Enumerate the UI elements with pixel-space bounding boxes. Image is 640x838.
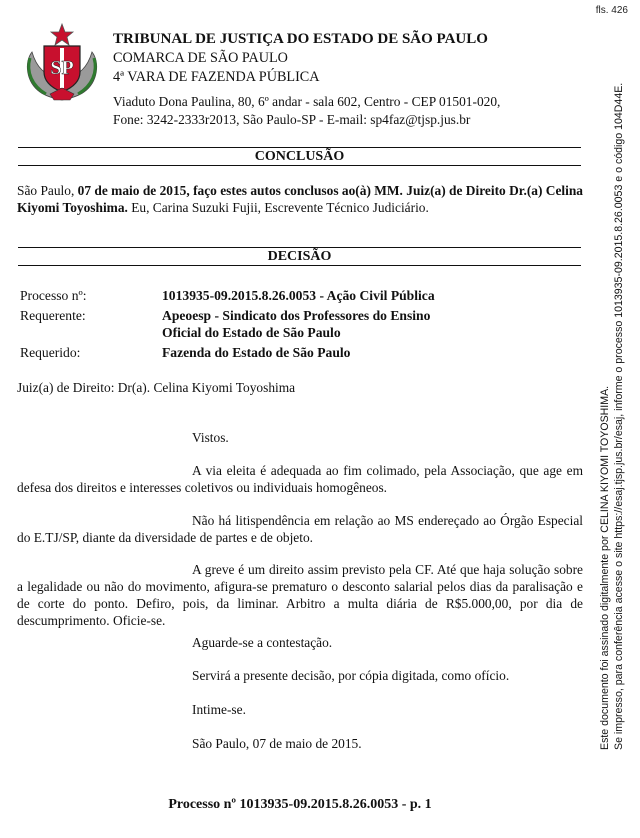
paragraph-litispendencia: Não há litispendência em relação ao MS endereçado ao Órgão Especial do E.TJ/SP, diante da diversidade de partes e de objeto.	[17, 513, 583, 545]
field-label: Requerente:	[20, 308, 86, 323]
paragraph-greve: A greve é um direito assim previsto pela CF. Até que haja solução sobre a legalidade ou não do movimento, afigura-se prematuro o desconto salarial pelos dias da paralisação e de corte do ponto. Defiro, pois, da liminar. Arbitro a multa diária de R$5.000,00, por dia de descumprimento. Oficie-se.	[17, 562, 583, 628]
conclusao-bold: 07 de maio de 2015, faço estes autos conclusos ao(à) MM. Juiz(a) de Direito Dr.(a) Celina Kiyomi Toyoshima.	[17, 183, 583, 215]
field-row-requerente	[20, 307, 562, 341]
field-value: 1013935-09.2015.8.26.0053 - Ação Civil Pública	[162, 288, 435, 303]
court-address: Viaduto Dona Paulina, 80, 6º andar - sala 602, Centro - CEP 01501-020,	[113, 94, 501, 109]
digital-signature-note	[598, 30, 626, 750]
logo-text: SP	[50, 57, 74, 79]
paragraph-contestacao: Aguarde-se a contestação.	[192, 635, 333, 650]
court-contact: Fone: 3242-2333r2013, São Paulo-SP - E-mail: sp4faz@tjsp.jus.br	[113, 112, 471, 127]
field-label: Processo nº:	[20, 288, 87, 303]
court-header	[113, 30, 500, 129]
process-fields	[20, 287, 562, 364]
conclusao-text	[17, 182, 583, 216]
field-row-processo	[20, 287, 562, 304]
field-row-requerido	[20, 344, 562, 361]
paragraph-vistos: Vistos.	[192, 430, 229, 445]
signature-line-2: Se impresso, para conferência acesse o site https://esaj.tjsp.jus.br/esaj, informe o processo 1013935-09.2015.8.26.0053 e o código 104D44E.	[613, 82, 625, 750]
page-number: fls. 426	[595, 5, 628, 16]
conclusao-rest: Eu, Carina Suzuki Fujii, Escrevente Técnico Judiciário.	[127, 200, 429, 215]
conclusao-title: CONCLUSÃO	[18, 147, 581, 166]
decisao-title: DECISÃO	[18, 247, 581, 266]
paragraph-oficio: Servirá a presente decisão, por cópia digitada, como ofício.	[192, 668, 510, 683]
page-footer: Processo nº 1013935-09.2015.8.26.0053 - p. 1	[168, 797, 432, 812]
comarca: COMARCA DE SÃO PAULO	[113, 50, 288, 66]
vara: 4ª VARA DE FAZENDA PÚBLICA	[113, 69, 320, 85]
court-name: TRIBUNAL DE JUSTIÇA DO ESTADO DE SÃO PAULO	[113, 31, 488, 47]
field-value: Apeoesp - Sindicato dos Professores do Ensino Oficial do Estado de São Paulo	[162, 308, 431, 340]
paragraph-intime: Intime-se.	[192, 702, 246, 717]
signature-line-1: Este documento foi assinado digitalmente por CELINA KIYOMI TOYOSHIMA.	[599, 385, 611, 750]
judge-line: Juiz(a) de Direito: Dr(a). Celina Kiyomi Toyoshima	[17, 380, 296, 395]
conclusao-city: São Paulo,	[17, 183, 78, 198]
sao-paulo-coat-of-arms-icon	[22, 22, 102, 102]
paragraph-date: São Paulo, 07 de maio de 2015.	[192, 736, 362, 751]
field-label: Requerido:	[20, 345, 81, 360]
field-value: Fazenda do Estado de São Paulo	[162, 345, 351, 360]
paragraph-via-eleita: A via eleita é adequada ao fim colimado, pela Associação, que age em defesa dos direitos e interesses coletivos ou individuais homogêneos.	[17, 463, 583, 495]
